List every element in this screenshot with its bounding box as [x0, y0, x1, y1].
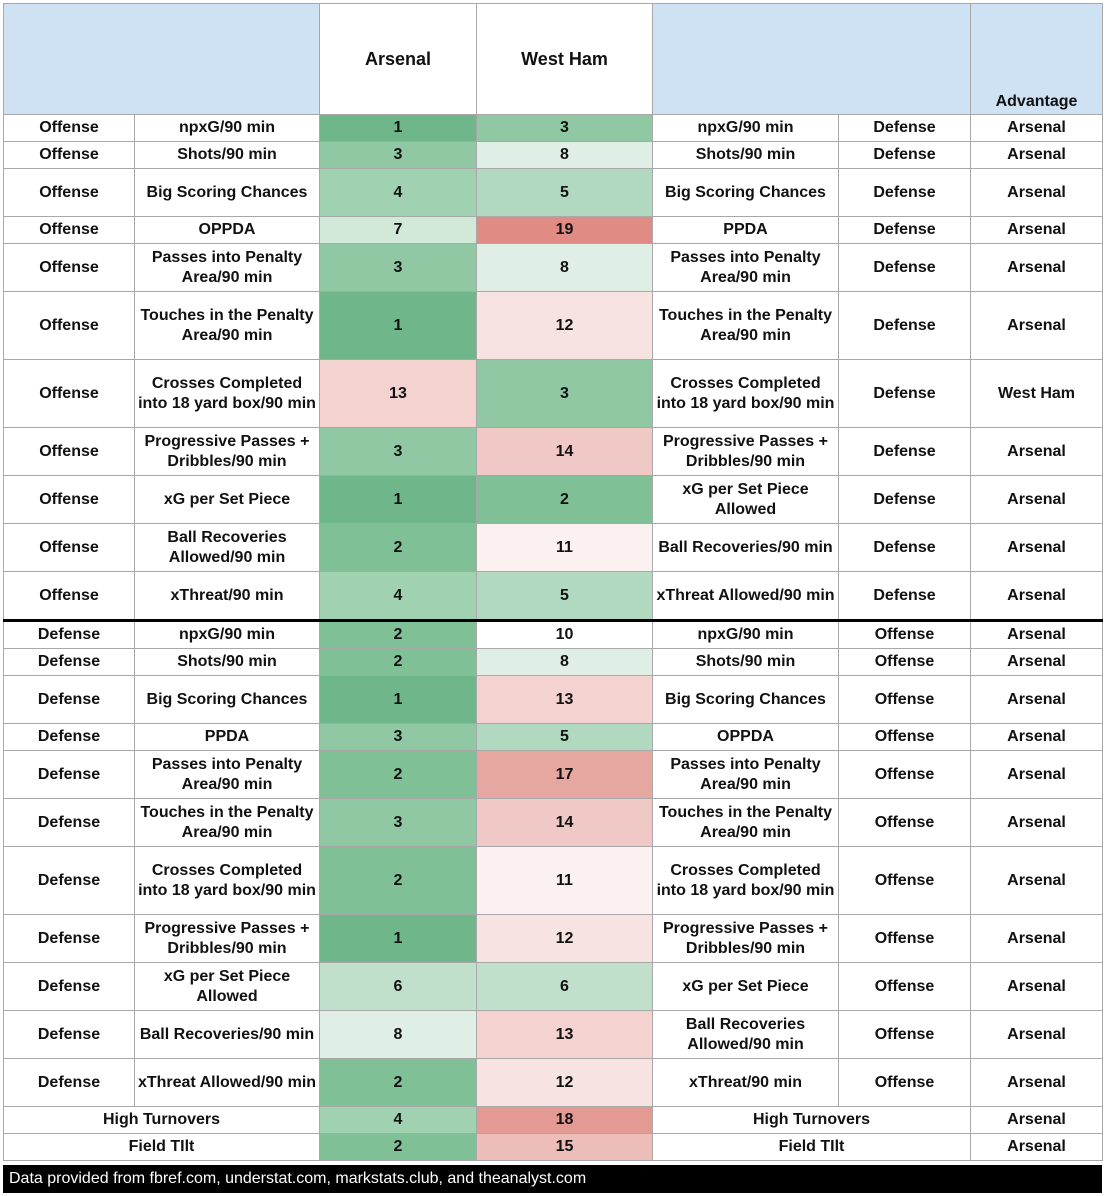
team-a-rank-cell[interactable]: 3 — [320, 142, 477, 169]
team-a-rank-cell[interactable]: 1 — [320, 115, 477, 142]
row-side-cell[interactable]: Offense — [4, 428, 135, 476]
table-row — [4, 621, 1103, 649]
opponent-metric-cell[interactable]: Ball Recoveries/90 min — [653, 524, 839, 572]
opponent-side-cell[interactable]: Defense — [839, 476, 971, 524]
table-row — [4, 963, 1103, 1011]
team-b-rank-cell[interactable]: 8 — [477, 142, 653, 169]
row-side-cell[interactable]: Offense — [4, 360, 135, 428]
row-metric-cell[interactable]: Crosses Completed into 18 yard box/90 min — [135, 360, 320, 428]
opponent-metric-cell[interactable]: Shots/90 min — [653, 649, 839, 676]
team-b-rank-cell[interactable]: 13 — [477, 1011, 653, 1059]
row-side-cell[interactable]: Offense — [4, 244, 135, 292]
row-metric-cell[interactable]: xThreat/90 min — [135, 572, 320, 621]
advantage-cell[interactable]: Arsenal — [971, 572, 1103, 621]
advantage-cell[interactable]: Arsenal — [971, 115, 1103, 142]
opponent-metric-cell[interactable]: Ball Recoveries Allowed/90 min — [653, 1011, 839, 1059]
summary-metric-cell[interactable]: High Turnovers — [4, 1107, 320, 1134]
team-b-rank-cell[interactable]: 5 — [477, 169, 653, 217]
row-side-cell[interactable]: Offense — [4, 115, 135, 142]
opponent-side-cell[interactable]: Defense — [839, 360, 971, 428]
team-b-rank-cell[interactable]: 14 — [477, 428, 653, 476]
team-a-rank-cell[interactable]: 3 — [320, 244, 477, 292]
team-a-rank-cell[interactable]: 3 — [320, 724, 477, 751]
team-b-rank-cell[interactable]: 11 — [477, 524, 653, 572]
advantage-cell[interactable]: Arsenal — [971, 963, 1103, 1011]
row-side-cell[interactable]: Offense — [4, 292, 135, 360]
team-a-rank-cell[interactable]: 2 — [320, 649, 477, 676]
opponent-metric-cell[interactable]: Touches in the Penalty Area/90 min — [653, 799, 839, 847]
row-side-cell[interactable]: Offense — [4, 169, 135, 217]
summary-metric-cell[interactable]: Field TIlt — [4, 1134, 320, 1161]
team-b-rank-cell[interactable]: 2 — [477, 476, 653, 524]
team-b-rank-cell[interactable]: 11 — [477, 847, 653, 915]
opponent-metric-cell[interactable]: Big Scoring Chances — [653, 169, 839, 217]
row-metric-cell[interactable]: Big Scoring Chances — [135, 169, 320, 217]
advantage-cell[interactable]: Arsenal — [971, 799, 1103, 847]
opponent-side-cell[interactable]: Defense — [839, 524, 971, 572]
table-row — [4, 115, 1103, 142]
opponent-side-cell[interactable]: Defense — [839, 244, 971, 292]
table-row — [4, 524, 1103, 572]
header-row — [4, 4, 1103, 115]
row-metric-cell[interactable]: Ball Recoveries Allowed/90 min — [135, 524, 320, 572]
advantage-cell[interactable]: Arsenal — [971, 142, 1103, 169]
advantage-cell[interactable]: Arsenal — [971, 676, 1103, 724]
table-row — [4, 799, 1103, 847]
row-metric-cell[interactable]: npxG/90 min — [135, 115, 320, 142]
row-metric-cell[interactable]: Passes into Penalty Area/90 min — [135, 751, 320, 799]
team-a-rank-cell[interactable]: 3 — [320, 428, 477, 476]
summary-row — [4, 1107, 1103, 1134]
team-a-rank-cell[interactable]: 2 — [320, 1059, 477, 1107]
opponent-side-cell[interactable]: Defense — [839, 292, 971, 360]
team-b-rank-cell[interactable]: 17 — [477, 751, 653, 799]
row-side-cell[interactable]: Defense — [4, 724, 135, 751]
row-side-cell[interactable]: Defense — [4, 847, 135, 915]
table-row — [4, 751, 1103, 799]
opponent-side-cell[interactable]: Defense — [839, 572, 971, 621]
row-metric-cell[interactable]: Ball Recoveries/90 min — [135, 1011, 320, 1059]
team-a-rank-cell[interactable]: 13 — [320, 360, 477, 428]
team-a-rank-cell[interactable]: 7 — [320, 217, 477, 244]
team-b-rank-cell[interactable]: 5 — [477, 572, 653, 621]
team-b-rank-cell[interactable]: 8 — [477, 649, 653, 676]
opponent-metric-cell[interactable]: Passes into Penalty Area/90 min — [653, 751, 839, 799]
opponent-metric-cell[interactable]: Progressive Passes + Dribbles/90 min — [653, 428, 839, 476]
table-row — [4, 1059, 1103, 1107]
opponent-side-cell[interactable]: Offense — [839, 724, 971, 751]
row-metric-cell[interactable]: Progressive Passes + Dribbles/90 min — [135, 428, 320, 476]
row-metric-cell[interactable]: Big Scoring Chances — [135, 676, 320, 724]
opponent-metric-cell[interactable]: Passes into Penalty Area/90 min — [653, 244, 839, 292]
advantage-cell[interactable]: Arsenal — [971, 1059, 1103, 1107]
row-metric-cell[interactable]: xThreat Allowed/90 min — [135, 1059, 320, 1107]
row-side-cell[interactable]: Defense — [4, 751, 135, 799]
row-metric-cell[interactable]: npxG/90 min — [135, 621, 320, 649]
summary-opponent-metric-cell[interactable]: High Turnovers — [653, 1107, 971, 1134]
advantage-cell[interactable]: Arsenal — [971, 649, 1103, 676]
team-b-rank-cell[interactable]: 3 — [477, 115, 653, 142]
team-a-rank-cell[interactable]: 4 — [320, 169, 477, 217]
team-a-rank-cell[interactable]: 4 — [320, 1107, 477, 1134]
table-row — [4, 292, 1103, 360]
row-metric-cell[interactable]: Touches in the Penalty Area/90 min — [135, 292, 320, 360]
team-b-rank-cell[interactable]: 12 — [477, 292, 653, 360]
advantage-cell[interactable]: West Ham — [971, 360, 1103, 428]
row-metric-cell[interactable]: xG per Set Piece Allowed — [135, 963, 320, 1011]
row-side-cell[interactable]: Defense — [4, 799, 135, 847]
opponent-side-cell[interactable]: Offense — [839, 1011, 971, 1059]
team-a-rank-cell[interactable]: 3 — [320, 799, 477, 847]
advantage-cell[interactable]: Arsenal — [971, 751, 1103, 799]
source-footer: Data provided from fbref.com, understat.com, markstats.club, and theanalyst.com — [3, 1165, 1102, 1193]
advantage-cell[interactable]: Arsenal — [971, 244, 1103, 292]
row-side-cell[interactable]: Defense — [4, 1011, 135, 1059]
table-row — [4, 1011, 1103, 1059]
row-side-cell[interactable]: Defense — [4, 676, 135, 724]
advantage-cell[interactable]: Arsenal — [971, 524, 1103, 572]
team-a-rank-cell[interactable]: 2 — [320, 1134, 477, 1161]
summary-row — [4, 1134, 1103, 1161]
opponent-metric-cell[interactable]: xG per Set Piece Allowed — [653, 476, 839, 524]
team-a-rank-cell[interactable]: 1 — [320, 476, 477, 524]
table-row — [4, 476, 1103, 524]
row-side-cell[interactable]: Defense — [4, 621, 135, 649]
header-blank-right[interactable] — [653, 4, 971, 115]
team-a-rank-cell[interactable]: 8 — [320, 1011, 477, 1059]
table-row — [4, 572, 1103, 621]
advantage-cell[interactable]: Arsenal — [971, 169, 1103, 217]
table-row — [4, 847, 1103, 915]
table-row — [4, 169, 1103, 217]
row-side-cell[interactable]: Offense — [4, 142, 135, 169]
team-b-rank-cell[interactable]: 12 — [477, 915, 653, 963]
comparison-table — [3, 3, 1103, 1161]
row-metric-cell[interactable]: xG per Set Piece — [135, 476, 320, 524]
team-a-rank-cell[interactable]: 1 — [320, 915, 477, 963]
opponent-metric-cell[interactable]: npxG/90 min — [653, 115, 839, 142]
team-a-rank-cell[interactable]: 2 — [320, 524, 477, 572]
team-a-rank-cell[interactable]: 2 — [320, 847, 477, 915]
advantage-cell[interactable]: Arsenal — [971, 217, 1103, 244]
advantage-cell[interactable]: Arsenal — [971, 724, 1103, 751]
advantage-cell[interactable]: Arsenal — [971, 915, 1103, 963]
opponent-side-cell[interactable]: Defense — [839, 217, 971, 244]
advantage-cell[interactable]: Arsenal — [971, 1134, 1103, 1161]
summary-opponent-metric-cell[interactable]: Field TIlt — [653, 1134, 971, 1161]
row-side-cell[interactable]: Defense — [4, 963, 135, 1011]
team-a-rank-cell[interactable]: 1 — [320, 292, 477, 360]
advantage-cell[interactable]: Arsenal — [971, 476, 1103, 524]
opponent-side-cell[interactable]: Defense — [839, 169, 971, 217]
opponent-side-cell[interactable]: Offense — [839, 847, 971, 915]
opponent-side-cell[interactable]: Defense — [839, 428, 971, 476]
team-b-rank-cell[interactable]: 13 — [477, 676, 653, 724]
advantage-cell[interactable]: Arsenal — [971, 1107, 1103, 1134]
opponent-metric-cell[interactable]: xThreat Allowed/90 min — [653, 572, 839, 621]
table-row — [4, 724, 1103, 751]
team-b-rank-cell[interactable]: 19 — [477, 217, 653, 244]
team-b-rank-cell[interactable]: 12 — [477, 1059, 653, 1107]
row-metric-cell[interactable]: Shots/90 min — [135, 649, 320, 676]
row-metric-cell[interactable]: Shots/90 min — [135, 142, 320, 169]
row-metric-cell[interactable]: Crosses Completed into 18 yard box/90 min — [135, 847, 320, 915]
opponent-side-cell[interactable]: Offense — [839, 963, 971, 1011]
row-side-cell[interactable]: Defense — [4, 915, 135, 963]
row-metric-cell[interactable]: PPDA — [135, 724, 320, 751]
opponent-side-cell[interactable]: Defense — [839, 142, 971, 169]
team-a-rank-cell[interactable]: 2 — [320, 751, 477, 799]
row-side-cell[interactable]: Offense — [4, 524, 135, 572]
advantage-header[interactable]: Advantage — [971, 4, 1103, 115]
row-metric-cell[interactable]: Passes into Penalty Area/90 min — [135, 244, 320, 292]
table-row — [4, 360, 1103, 428]
row-side-cell[interactable]: Offense — [4, 217, 135, 244]
opponent-metric-cell[interactable]: Touches in the Penalty Area/90 min — [653, 292, 839, 360]
opponent-side-cell[interactable]: Offense — [839, 676, 971, 724]
team-b-rank-cell[interactable]: 10 — [477, 621, 653, 649]
team-b-rank-cell[interactable]: 14 — [477, 799, 653, 847]
opponent-side-cell[interactable]: Offense — [839, 751, 971, 799]
row-metric-cell[interactable]: OPPDA — [135, 217, 320, 244]
opponent-side-cell[interactable]: Offense — [839, 621, 971, 649]
team-b-rank-cell[interactable]: 8 — [477, 244, 653, 292]
team-a-header[interactable]: Arsenal — [320, 4, 477, 115]
team-a-rank-cell[interactable]: 1 — [320, 676, 477, 724]
row-side-cell[interactable]: Defense — [4, 649, 135, 676]
advantage-cell[interactable]: Arsenal — [971, 1011, 1103, 1059]
table-row — [4, 649, 1103, 676]
opponent-metric-cell[interactable]: xThreat/90 min — [653, 1059, 839, 1107]
team-a-rank-cell[interactable]: 6 — [320, 963, 477, 1011]
row-metric-cell[interactable]: Touches in the Penalty Area/90 min — [135, 799, 320, 847]
team-b-rank-cell[interactable]: 6 — [477, 963, 653, 1011]
opponent-metric-cell[interactable]: Shots/90 min — [653, 142, 839, 169]
opponent-side-cell[interactable]: Offense — [839, 799, 971, 847]
opponent-side-cell[interactable]: Offense — [839, 915, 971, 963]
team-b-header[interactable]: West Ham — [477, 4, 653, 115]
opponent-side-cell[interactable]: Offense — [839, 1059, 971, 1107]
table-row — [4, 244, 1103, 292]
opponent-side-cell[interactable]: Offense — [839, 649, 971, 676]
team-a-rank-cell[interactable]: 2 — [320, 621, 477, 649]
advantage-cell[interactable]: Arsenal — [971, 621, 1103, 649]
opponent-metric-cell[interactable]: Crosses Completed into 18 yard box/90 min — [653, 360, 839, 428]
team-b-rank-cell[interactable]: 15 — [477, 1134, 653, 1161]
table-row — [4, 676, 1103, 724]
table-row — [4, 217, 1103, 244]
opponent-metric-cell[interactable]: npxG/90 min — [653, 621, 839, 649]
header-blank-left[interactable] — [4, 4, 320, 115]
advantage-cell[interactable]: Arsenal — [971, 847, 1103, 915]
row-side-cell[interactable]: Offense — [4, 572, 135, 621]
advantage-cell[interactable]: Arsenal — [971, 292, 1103, 360]
opponent-metric-cell[interactable]: Big Scoring Chances — [653, 676, 839, 724]
row-side-cell[interactable]: Offense — [4, 476, 135, 524]
table-row — [4, 915, 1103, 963]
row-side-cell[interactable]: Defense — [4, 1059, 135, 1107]
team-b-rank-cell[interactable]: 18 — [477, 1107, 653, 1134]
row-metric-cell[interactable]: Progressive Passes + Dribbles/90 min — [135, 915, 320, 963]
team-b-rank-cell[interactable]: 5 — [477, 724, 653, 751]
table-row — [4, 428, 1103, 476]
opponent-metric-cell[interactable]: PPDA — [653, 217, 839, 244]
opponent-metric-cell[interactable]: xG per Set Piece — [653, 963, 839, 1011]
team-b-rank-cell[interactable]: 3 — [477, 360, 653, 428]
table-row — [4, 142, 1103, 169]
team-a-rank-cell[interactable]: 4 — [320, 572, 477, 621]
opponent-metric-cell[interactable]: Crosses Completed into 18 yard box/90 min — [653, 847, 839, 915]
opponent-side-cell[interactable]: Defense — [839, 115, 971, 142]
advantage-cell[interactable]: Arsenal — [971, 428, 1103, 476]
opponent-metric-cell[interactable]: Progressive Passes + Dribbles/90 min — [653, 915, 839, 963]
opponent-metric-cell[interactable]: OPPDA — [653, 724, 839, 751]
